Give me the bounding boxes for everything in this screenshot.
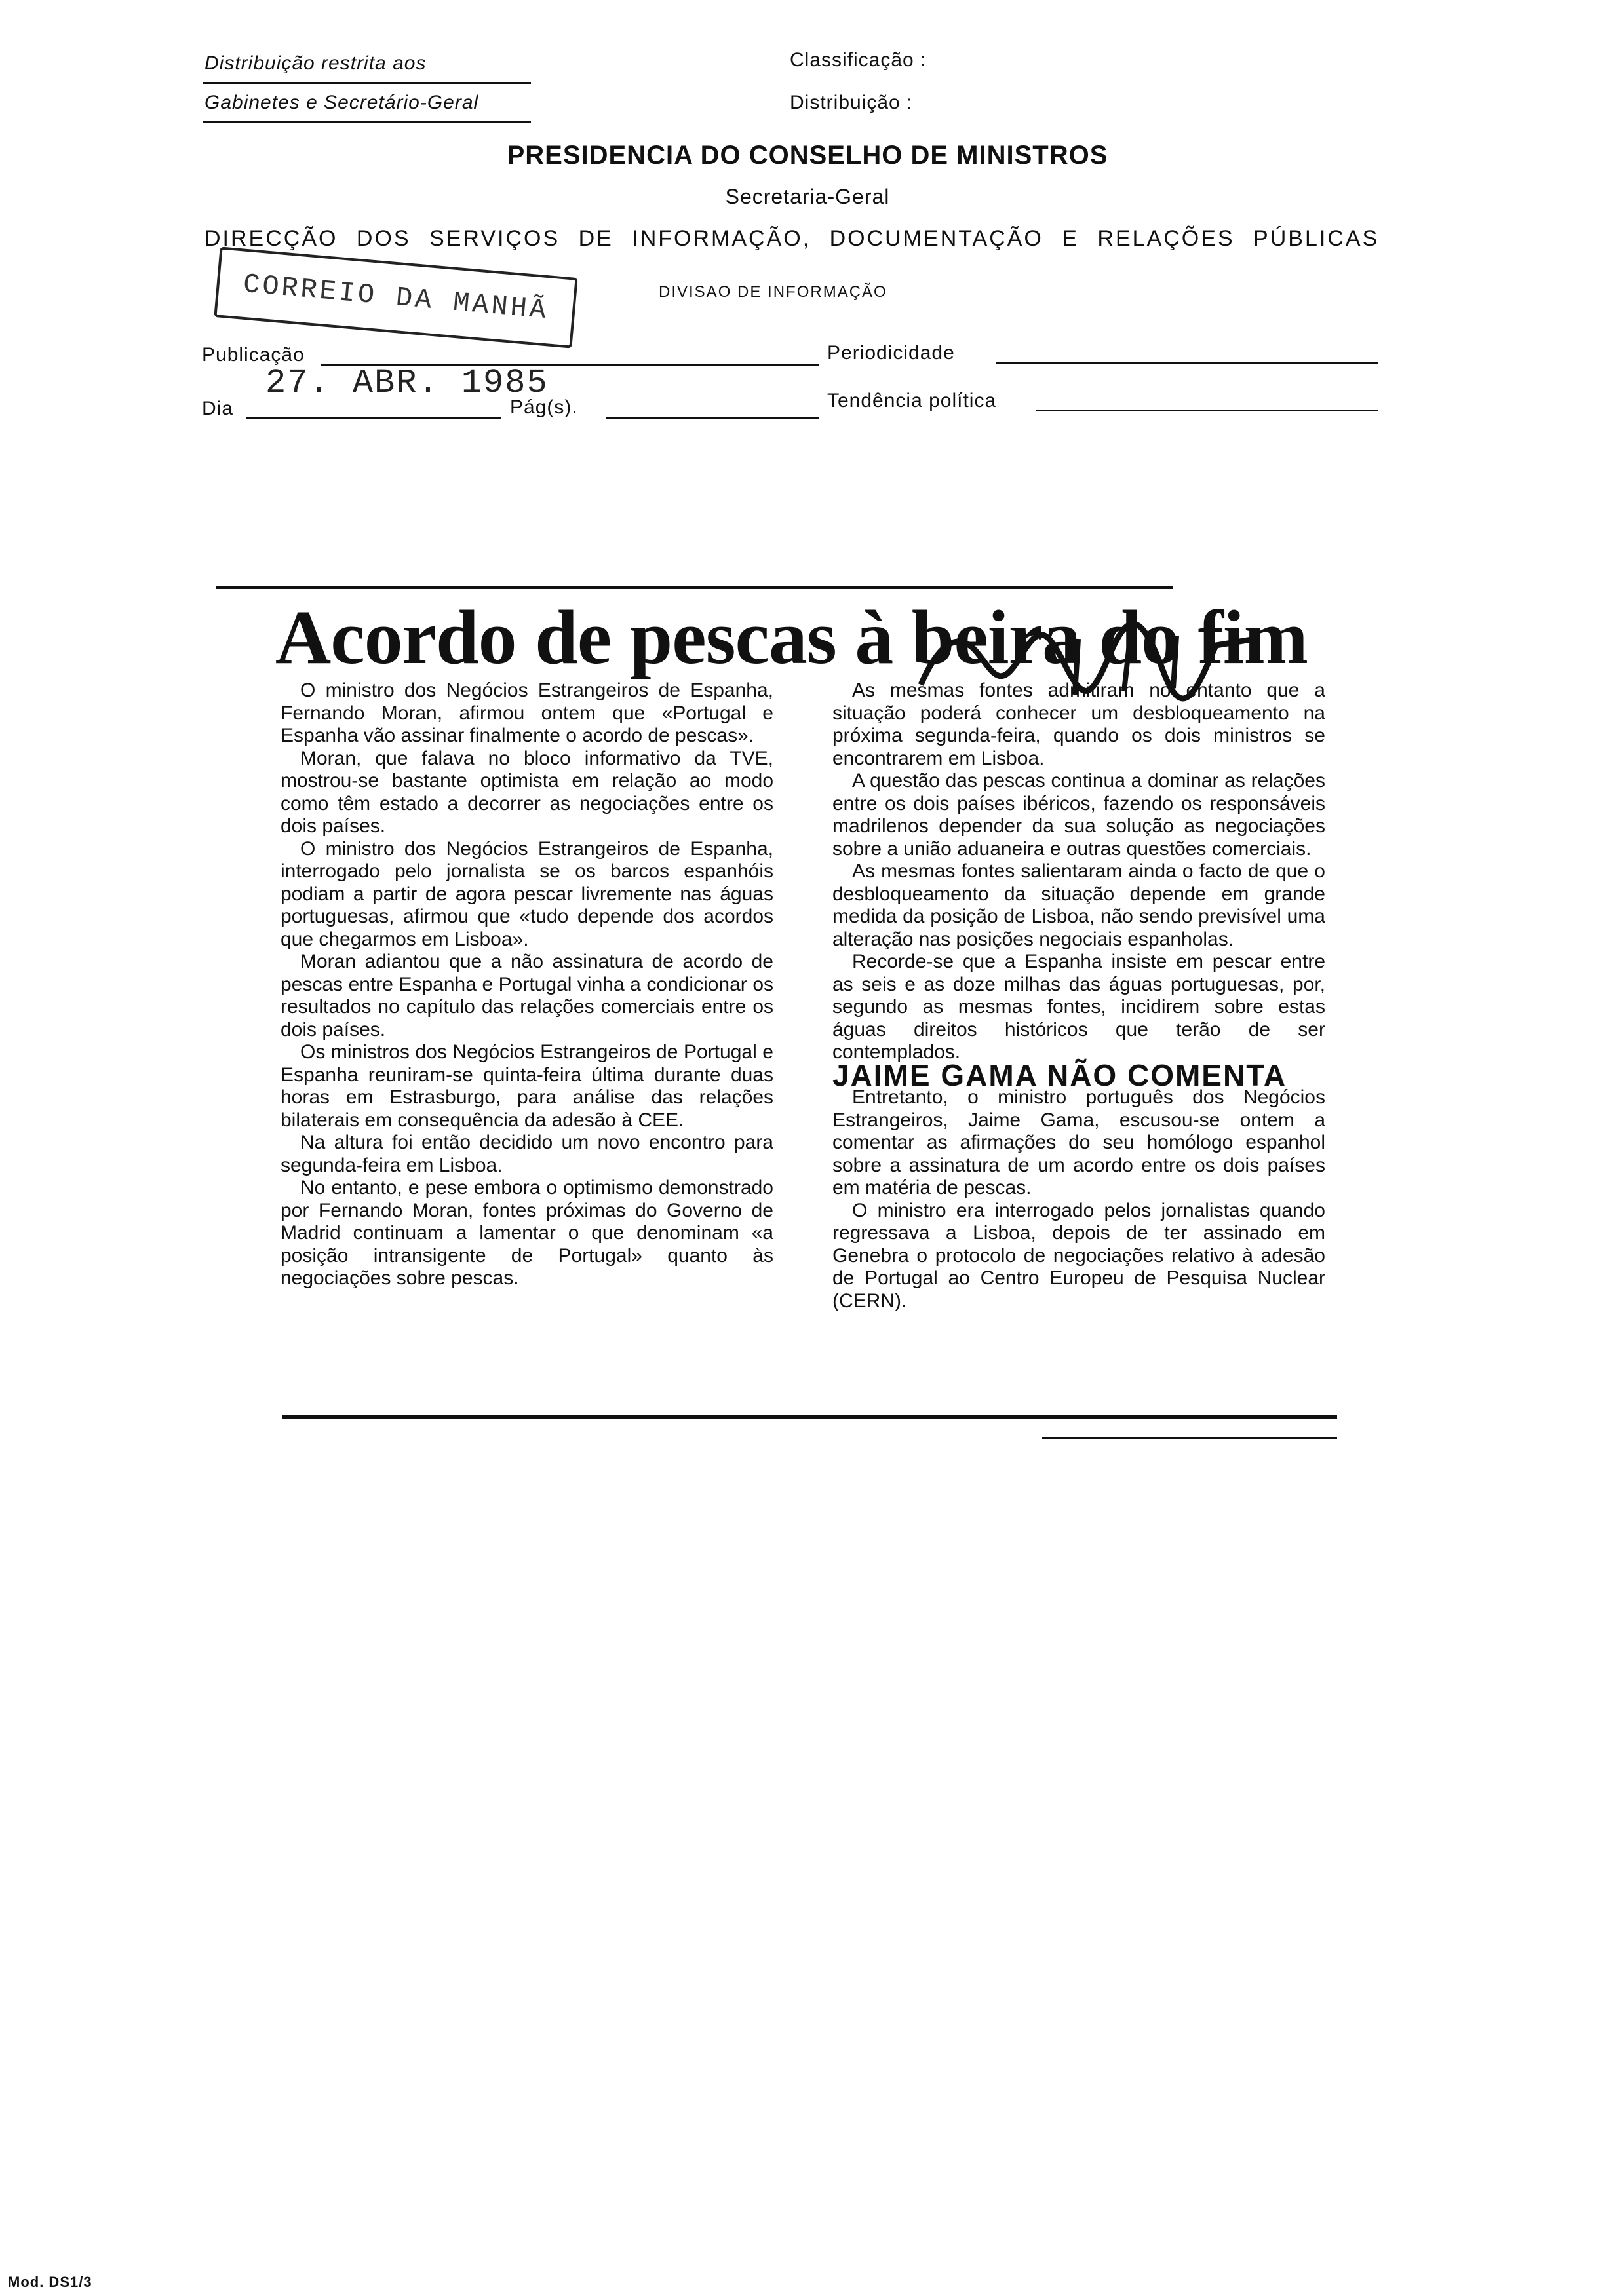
date-stamp: 27. ABR. 1985 <box>265 364 549 402</box>
paragraph: Os ministros dos Negócios Estrangeiros de Portugal e Espanha reuniram-se quinta-feira última durante duas horas em Estrasburgo, para análise das relações bilaterais em consequência da adesão à CEE. <box>281 1041 773 1131</box>
periodicidade-line <box>996 362 1378 364</box>
classificacao-label: Classificação : <box>790 49 927 71</box>
article-bottom-rule-short <box>1042 1437 1337 1439</box>
distribuicao-label: Distribuição : <box>790 92 913 113</box>
tendencia-line <box>1036 410 1378 411</box>
restriction-line-1: Distribuição restrita aos <box>204 52 427 74</box>
paragraph: O ministro dos Negócios Estrangeiros de Espanha, Fernando Moran, afirmou ontem que «Portugal e Espanha vão assinar finalmente o acordo de pescas». <box>281 679 773 746</box>
paragraph: No entanto, e pese embora o optimismo demonstrado por Fernando Moran, fontes próximas do Governo de Madrid continuam a lamentar o que denominam «a posição intransigente de Portugal» quanto às negociações sobre pescas. <box>281 1177 773 1289</box>
pags-line <box>606 417 819 419</box>
paragraph: Moran adiantou que a não assinatura de acordo de pescas entre Espanha e Portugal vinha a condicionar os resultados no capítulo das relações comerciais entre os dois países. <box>281 951 773 1041</box>
paragraph: Na altura foi então decidido um novo encontro para segunda-feira em Lisboa. <box>281 1132 773 1176</box>
paragraph: As mesmas fontes admitiram no entanto que a situação poderá conhecer um desbloqueamento na próxima segunda-feira, quando os dois ministros se encontrarem em Lisboa. <box>832 679 1325 769</box>
org-subtitle: Secretaria-Geral <box>725 185 890 208</box>
publicacao-label: Publicação <box>202 344 305 366</box>
dia-label: Dia <box>202 398 234 419</box>
form-code: Mod. DS1/3 <box>8 2274 92 2290</box>
paragraph: O ministro era interrogado pelos jornalistas quando regressava a Lisboa, depois de ter assinado em Genebra o protocolo de negociações relativo à adesão de Portugal ao Centro Europeu de Pesquisa Nuclear (CERN). <box>832 1199 1325 1312</box>
article-subheading: JAIME GAMA NÃO COMENTA <box>832 1058 1287 1092</box>
article-top-rule <box>216 586 1173 589</box>
org-direction: DIRECÇÃO DOS SERVIÇOS DE INFORMAÇÃO, DOCUMENTAÇÃO E RELAÇÕES PÚBLICAS <box>204 226 1380 251</box>
publication-stamp: CORREIO DA MANHÃ <box>214 246 577 348</box>
restriction-underline-1 <box>203 82 531 84</box>
paragraph: A questão das pescas continua a dominar as relações entre os dois países ibéricos, fazendo os responsáveis madrilenos depender da sua solução as negociações sobre a união aduaneira e outras questões comerciais. <box>832 770 1325 860</box>
paragraph: Entretanto, o ministro português dos Negócios Estrangeiros, Jaime Gama, escusou-se ontem a comentar as afirmações do seu homólogo espanhol sobre a assinatura de um acordo entre os dois países em matéria de pescas. <box>832 1086 1325 1198</box>
paragraph: O ministro dos Negócios Estrangeiros de Espanha, interrogado pelo jornalista se os barcos espanhóis podiam a partir de agora pescar livremente nas águas portuguesas, afirmou que «tudo depende dos acordos que chegarmos em Lisboa». <box>281 837 773 950</box>
paragraph: Moran, que falava no bloco informativo da TVE, mostrou-se bastante optimista em relação ao modo como têm estado a decorrer as negociações entre os dois países. <box>281 747 773 837</box>
org-title: PRESIDENCIA DO CONSELHO DE MINISTROS <box>507 141 1108 170</box>
article-column-1 <box>281 679 773 1290</box>
paragraph: Recorde-se que a Espanha insiste em pescar entre as seis e as doze milhas das águas portuguesas, por, segundo as mesmas fontes, incidirem sobre estas águas direitos históricos que terão de ser contemplados. <box>832 951 1325 1063</box>
pags-label: Pág(s). <box>510 396 578 418</box>
article-headline: Acordo de pescas à beira do fim <box>275 594 1308 680</box>
dia-line <box>246 417 501 419</box>
org-division: DIVISAO DE INFORMAÇÃO <box>659 283 887 301</box>
article-column-2 <box>832 679 1325 1312</box>
tendencia-label: Tendência política <box>827 390 997 411</box>
paragraph: As mesmas fontes salientaram ainda o facto de que o desbloqueamento da situação depende em grande medida da posição de Lisboa, não sendo previsível uma alteração nas posições negociais espanholas. <box>832 860 1325 950</box>
restriction-underline-2 <box>203 121 531 123</box>
periodicidade-label: Periodicidade <box>827 342 955 364</box>
article-bottom-rule <box>282 1415 1337 1419</box>
restriction-line-2: Gabinetes e Secretário-Geral <box>204 92 479 113</box>
